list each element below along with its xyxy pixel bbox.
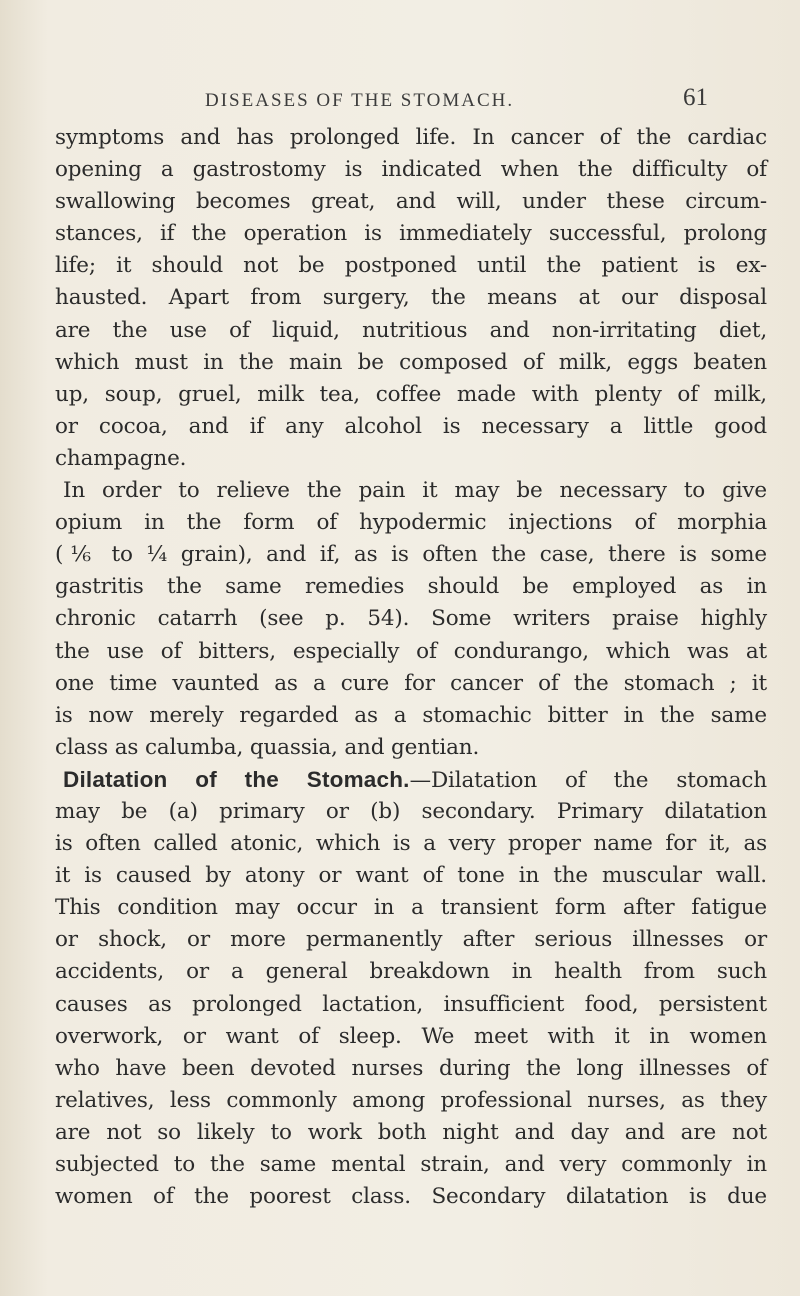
page-header bbox=[0, 84, 800, 120]
text-line: opening a gastrostomy is indicated when the difficulty of bbox=[55, 157, 767, 183]
text-line: is now merely regarded as a stomachic bitter in the same bbox=[55, 702, 767, 728]
text-line: stances, if the operation is immediately successful, prolong bbox=[55, 221, 767, 247]
text-line: accidents, or a general breakdown in health from such bbox=[55, 959, 767, 985]
text-line: overwork, or want of sleep. We meet with it in women bbox=[55, 1023, 767, 1049]
text-line: symptoms and has prolonged life. In cancer of the cardiac bbox=[55, 125, 767, 150]
body-text bbox=[55, 122, 767, 1213]
page-number: 61 bbox=[683, 84, 708, 111]
text-line: swallowing becomes great, and will, under these circum- bbox=[55, 189, 767, 215]
text-line: one time vaunted as a cure for cancer of the stomach ; it bbox=[55, 670, 767, 696]
section-first-line-text: —Dilatation of the stomach bbox=[409, 767, 767, 793]
section-heading: Dilatation of the Stomach. bbox=[63, 766, 410, 792]
text-line: may be (a) primary or (b) secondary. Primary dilatation bbox=[55, 798, 767, 824]
text-line: champagne. bbox=[55, 445, 187, 471]
text-line: which must in the main be composed of milk, eggs beaten bbox=[55, 349, 767, 375]
text-line: the use of bitters, especially of condurango, which was at bbox=[55, 638, 767, 664]
text-line: it is caused by atony or want of tone in the muscular wall. bbox=[55, 863, 767, 889]
text-line: opium in the form of hypodermic injections of morphia bbox=[55, 510, 767, 536]
text-line: gastritis the same remedies should be employed as in bbox=[55, 574, 767, 600]
text-line: up, soup, gruel, milk tea, coffee made with plenty of milk, bbox=[55, 381, 767, 407]
text-line: women of the poorest class. Secondary dilatation is due bbox=[55, 1184, 767, 1210]
text-line: chronic catarrh (see p. 54). Some writers praise highly bbox=[55, 606, 767, 632]
text-line: hausted. Apart from surgery, the means at our disposal bbox=[55, 285, 767, 311]
text-line: This condition may occur in a transient form after fatigue bbox=[55, 895, 767, 921]
running-head: DISEASES OF THE STOMACH. bbox=[205, 90, 515, 111]
text-line: (⅙ to ¼ grain), and if, as is often the case, there is some bbox=[55, 542, 767, 568]
text-line: who have been devoted nurses during the long illnesses of bbox=[55, 1055, 767, 1081]
text-line: causes as prolonged lactation, insufficient food, persistent bbox=[55, 991, 767, 1017]
text-line: life; it should not be postponed until the patient is ex- bbox=[55, 253, 767, 279]
text-line: is often called atonic, which is a very proper name for it, as bbox=[55, 831, 767, 857]
text-line: In order to relieve the pain it may be necessary to give bbox=[63, 478, 767, 504]
text-line: subjected to the same mental strain, and very commonly in bbox=[55, 1152, 767, 1177]
text-line: or shock, or more permanently after serious illnesses or bbox=[55, 927, 767, 953]
section-first-line bbox=[55, 764, 767, 796]
text-line: relatives, less commonly among professional nurses, as they bbox=[55, 1087, 767, 1113]
text-line: are the use of liquid, nutritious and non-irritating diet, bbox=[55, 317, 767, 343]
text-line: class as calumba, quassia, and gentian. bbox=[55, 734, 480, 760]
text-line: or cocoa, and if any alcohol is necessary a little good bbox=[55, 413, 767, 439]
text-line: are not so likely to work both night and day and are not bbox=[55, 1119, 767, 1145]
